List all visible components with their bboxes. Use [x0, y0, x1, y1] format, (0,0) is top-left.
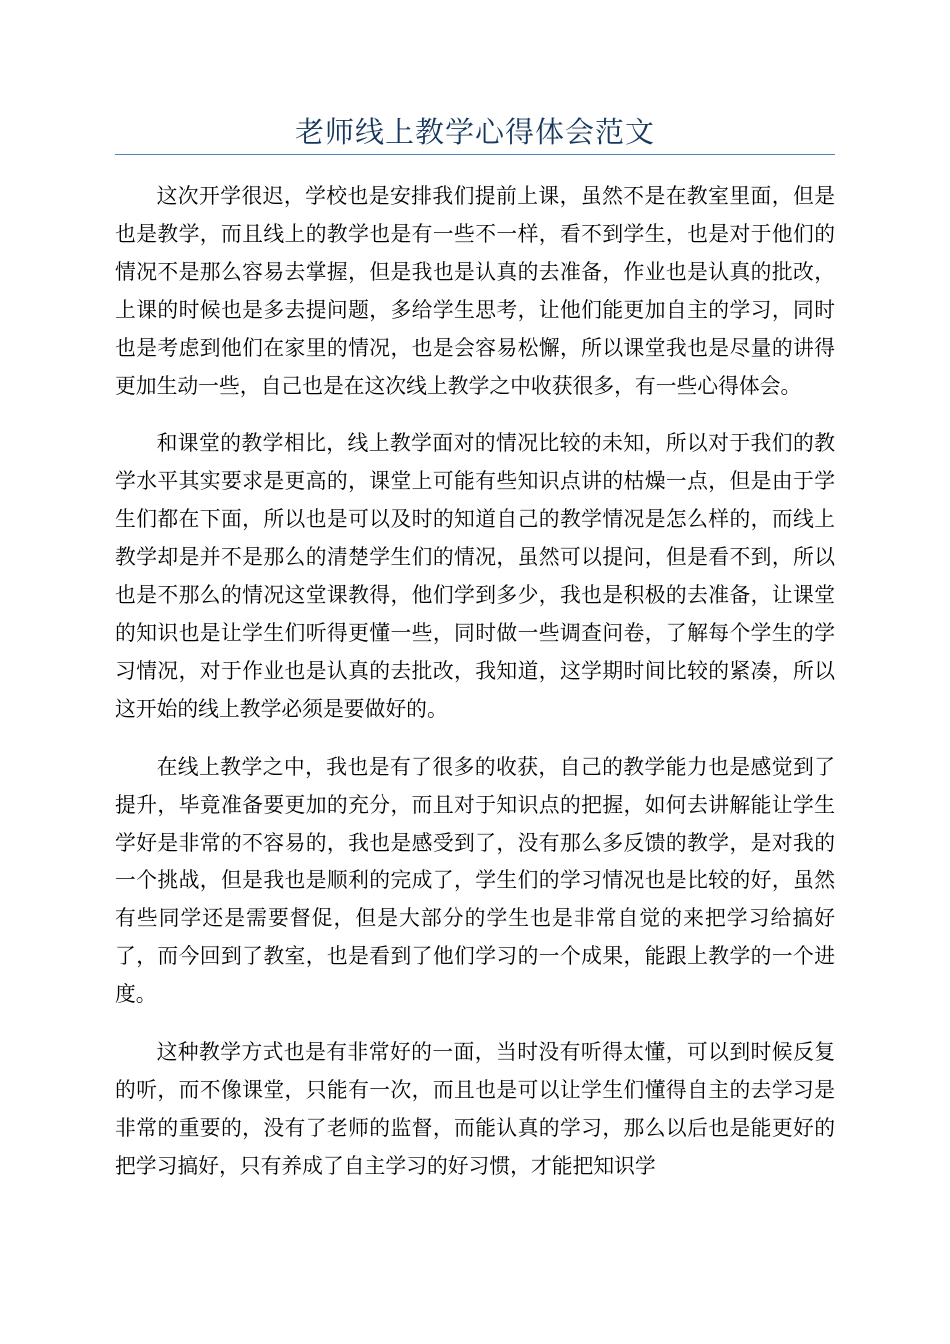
- paragraph-4: 这种教学方式也是有非常好的一面，当时没有听得太懂，可以到时候反复的听，而不像课堂，只能有一次，而且也是可以让学生们懂得自主的去学习是非常的重要的，没有了老师的监督，而能认真的学习，那么以后也是能更好的把学习搞好，只有养成了自主学习的好习惯，才能把知识学: [115, 1040, 835, 1178]
- paragraph-2: 和课堂的教学相比，线上教学面对的情况比较的未知，所以对于我们的教学水平其实要求是更高的，课堂上可能有些知识点讲的枯燥一点，但是由于学生们都在下面，所以也是可以及时的知道自己的教学情况是怎么样的，而线上教学却是并不是那么的清楚学生们的情况，虽然可以提问，但是看不到，所以也是不那么的情况这堂课教得，他们学到多少，我也是积极的去准备，让课堂的知识也是让学生们听得更懂一些，同时做一些调查问卷，了解每个学生的学习情况，对于作业也是认真的去批改，我知道，这学期时间比较的紧凑，所以这开始的线上教学必须是要做好的。: [115, 431, 835, 721]
- title-underline: [115, 154, 835, 155]
- document-body: [115, 178, 835, 1206]
- paragraph-3: 在线上教学之中，我也是有了很多的收获，自己的教学能力也是感觉到了提升，毕竟准备要更加的充分，而且对于知识点的把握，如何去讲解能让学生学好是非常的不容易的，我也是感受到了，没有那么多反馈的教学，是对我的一个挑战，但是我也是顺利的完成了，学生们的学习情况也是比较的好，虽然有些同学还是需要督促，但是大部分的学生也是非常自觉的来把学习给搞好了，而今回到了教室，也是看到了他们学习的一个成果，能跟上教学的一个进度。: [115, 754, 835, 1007]
- paragraph-1: 这次开学很迟，学校也是安排我们提前上课，虽然不是在教室里面，但是也是教学，而且线上的教学也是有一些不一样，看不到学生，也是对于他们的情况不是那么容易去掌握，但是我也是认真的去准备，作业也是认真的批改，上课的时候也是多去提问题，多给学生思考，让他们能更加自主的学习，同时也是考虑到他们在家里的情况，也是会容易松懈，所以课堂我也是尽量的讲得更加生动一些，自己也是在这次线上教学之中收获很多，有一些心得体会。: [115, 184, 835, 398]
- document-title: 老师线上教学心得体会范文: [294, 115, 655, 149]
